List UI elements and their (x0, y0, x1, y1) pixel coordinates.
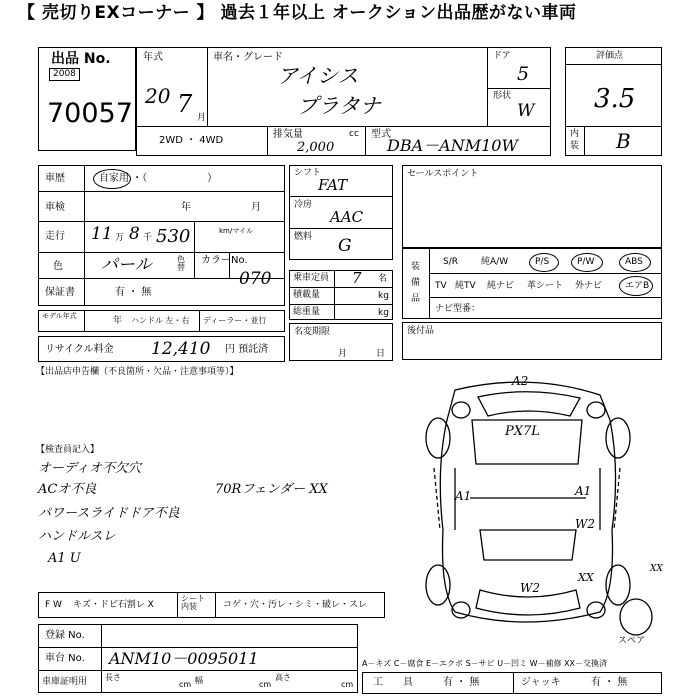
chassis-value: ANM10－0095011 (109, 649, 259, 668)
listing-year-tag: 2008 (49, 68, 80, 81)
equip-airbag: エアB (625, 281, 650, 291)
car-name: アイシス (277, 64, 359, 88)
notice-label: 【出品店申告欄（不良箇所・欠品・注意事項等）】 (36, 367, 239, 377)
equip-sr: S/R (443, 257, 458, 267)
width-label: 幅 (195, 676, 203, 685)
equip-pw: P/W (577, 257, 595, 267)
displacement-value: 2,000 (297, 140, 335, 155)
score-value: 3.5 (594, 84, 636, 114)
capacity-box (289, 270, 393, 320)
drive-label: 2WD ・ 4WD (159, 135, 224, 146)
tools-box (362, 672, 662, 694)
tools-options: 有 ・ 無 (443, 677, 480, 688)
recycle-label: リサイクル料金 (45, 344, 114, 355)
capacity-unit: 名 (378, 274, 388, 284)
doors-value: 5 (517, 63, 530, 85)
reg-no-label: 登録 No. (45, 630, 85, 641)
mark-w2-rear: W2 (520, 581, 540, 595)
inspector-note-4: ハンドルスレ (38, 529, 116, 544)
score-box (565, 47, 662, 156)
mark-w2-right: W2 (575, 517, 595, 531)
seat-text: コゲ・穴・汚レ・シミ・破レ・スレ (223, 600, 368, 610)
interior-label-1: 内 (570, 129, 580, 139)
registration-box (38, 624, 358, 693)
interior-label-2: 装 (570, 141, 580, 151)
equip-jtv: 純TV (455, 281, 476, 291)
equip-ps: P/S (535, 257, 550, 267)
recycle-box (38, 336, 285, 362)
equip-leather: 革シート (527, 281, 564, 291)
abs-circle (619, 253, 651, 272)
ps-circle (529, 253, 559, 272)
history-circle (93, 169, 131, 189)
sales-point-box (402, 165, 662, 248)
change-month: 月 (338, 349, 348, 359)
year-value: 20 (145, 84, 171, 108)
pw-circle (571, 253, 603, 272)
specs-box (289, 165, 393, 260)
month-label: 月 (197, 113, 207, 123)
displacement-label: 排気量 (273, 129, 303, 140)
sales-point-label: セールスポイント (407, 169, 479, 179)
mileage-man-unit: 万 (115, 233, 125, 243)
mileage-rest: 530 (156, 226, 191, 247)
inspector-note-1: オーディオ不欠穴 (38, 461, 141, 476)
equip-abs: ABS (625, 257, 643, 267)
warranty-options: 有 ・ 無 (115, 287, 152, 298)
tools-label: 工 具 (373, 677, 413, 688)
jack-options: 有 ・ 無 (591, 677, 628, 688)
model-year-box (38, 310, 285, 332)
damage-bar (38, 592, 385, 618)
equipment-box (402, 248, 662, 319)
name-change-box (289, 323, 393, 361)
inspection-label: 車検 (45, 202, 65, 213)
fw-label: F W (45, 600, 62, 610)
shift-label: シフト (294, 168, 322, 178)
inspector-note-5: A1 U (48, 551, 81, 566)
vehicle-sub-box (136, 126, 551, 156)
mark-xx-rear: XX (578, 571, 594, 584)
mark-a1-right: A1 (575, 484, 592, 498)
inspection-month: 月 (251, 202, 261, 213)
mileage-thousand-unit: 千 (143, 233, 153, 243)
color-no-label: カラーNo. (201, 255, 248, 266)
mark-a2: A2 (512, 374, 529, 388)
fuel-label: 燃料 (294, 232, 313, 242)
capacity-label: 乗車定員 (293, 273, 330, 283)
change-day: 日 (376, 349, 386, 359)
name-label: 車名・グレード (213, 52, 283, 63)
inspector-note-3: パワースライドドア不良 (38, 506, 180, 521)
inspector-label: 【検査員記入】 (36, 445, 100, 455)
mileage-unit: km/マイル (219, 227, 254, 235)
ac-value: AAC (330, 208, 364, 226)
equipment-label: 装備品 (411, 262, 421, 304)
color-value: パール (101, 255, 152, 275)
mileage-man: 11 (91, 224, 113, 244)
load-label: 積載量 (293, 290, 321, 300)
history-options: 自家用 ・（ ） (99, 173, 218, 184)
fw-text: キズ・ドビ石割レ X (73, 600, 154, 610)
warranty-label: 保証書 (45, 287, 75, 298)
length-cm: cm (179, 680, 192, 689)
dealer-label: ディーラー・並行 (203, 316, 267, 325)
width-cm: cm (259, 680, 272, 689)
month-value: 7 (177, 90, 193, 118)
cert-label: 車庫証明用 (42, 677, 88, 687)
color-label: 色 (53, 261, 63, 272)
shape-value: W (517, 101, 535, 121)
inspection-year: 年 (181, 202, 191, 213)
mark-xx-bumper: XX (650, 564, 663, 574)
mark-px7l: PX7L (505, 424, 540, 439)
equip-gnavi: 外ナビ (575, 281, 603, 291)
model-year-label: モデル年式 (42, 312, 77, 320)
seat-label: シート内装 (181, 594, 205, 611)
color-swap-label: 色替 (177, 255, 185, 272)
details-box (38, 165, 285, 306)
recycle-amount: 12,410 (151, 339, 211, 359)
gross-label: 総重量 (293, 307, 321, 317)
height-cm: cm (341, 680, 354, 689)
height-label: 高さ (275, 673, 291, 682)
color-no-value: 070 (239, 269, 272, 289)
load-unit: kg (378, 291, 389, 301)
equip-aw: 純A/W (481, 257, 509, 267)
jack-label: ジャッキ (521, 677, 561, 688)
length-label: 長さ (105, 673, 121, 682)
history-label: 車歴 (45, 173, 65, 184)
inspector-side-note: 70Rフェンダー XX (215, 482, 328, 497)
year-label: 年式 (143, 52, 163, 63)
model-label: 型式 (371, 129, 391, 140)
change-label: 名変期限 (294, 327, 331, 337)
page-title: 【 売切りEXコーナー 】 過去１年以上 オークション出品歴がない車両 (18, 3, 577, 23)
equip-tv: TV (435, 281, 447, 291)
mark-a1-left: A1 (455, 489, 472, 503)
navi-model-label: ナビ型番： (435, 304, 481, 314)
aftermarket-box (402, 322, 662, 360)
equip-jnavi: 純ナビ (487, 281, 515, 291)
listing-number: 70057 (47, 98, 133, 129)
aftermarket-label: 後付品 (407, 326, 435, 336)
shape-label: 形状 (493, 91, 512, 101)
airbag-circle (619, 276, 653, 296)
vehicle-main-box (136, 47, 551, 127)
inspector-note-2: ACオ不良 (38, 482, 97, 497)
chassis-label: 車台 No. (45, 653, 85, 664)
spare-label: スペア (618, 636, 646, 646)
car-grade: プラタナ (297, 94, 381, 118)
displacement-unit: cc (349, 129, 359, 139)
listing-number-box (38, 47, 136, 151)
mileage-label: 走行 (45, 231, 65, 242)
doors-label: ドア (493, 51, 511, 61)
interior-value: B (616, 129, 631, 153)
model-year-unit: 年 (113, 316, 123, 326)
ac-label: 冷房 (294, 200, 313, 210)
fuel-value: G (338, 236, 352, 256)
gross-unit: kg (378, 308, 389, 318)
recycle-unit: 円 預託済 (225, 344, 269, 355)
handle-label: ハンドル 左・右 (131, 316, 190, 325)
mileage-thousand: 8 (129, 224, 140, 244)
shift-value: FAT (318, 176, 348, 194)
damage-legend: A－キズ C－腐食 E－エクボ S－サビ U－凹ミ W－補修 XX－交換済 (362, 659, 608, 668)
score-label: 評価点 (596, 51, 624, 61)
listing-number-label: 出品 No. (51, 51, 111, 67)
capacity-value: 7 (352, 269, 362, 287)
model-value: DBA－ANM10W (387, 136, 518, 155)
